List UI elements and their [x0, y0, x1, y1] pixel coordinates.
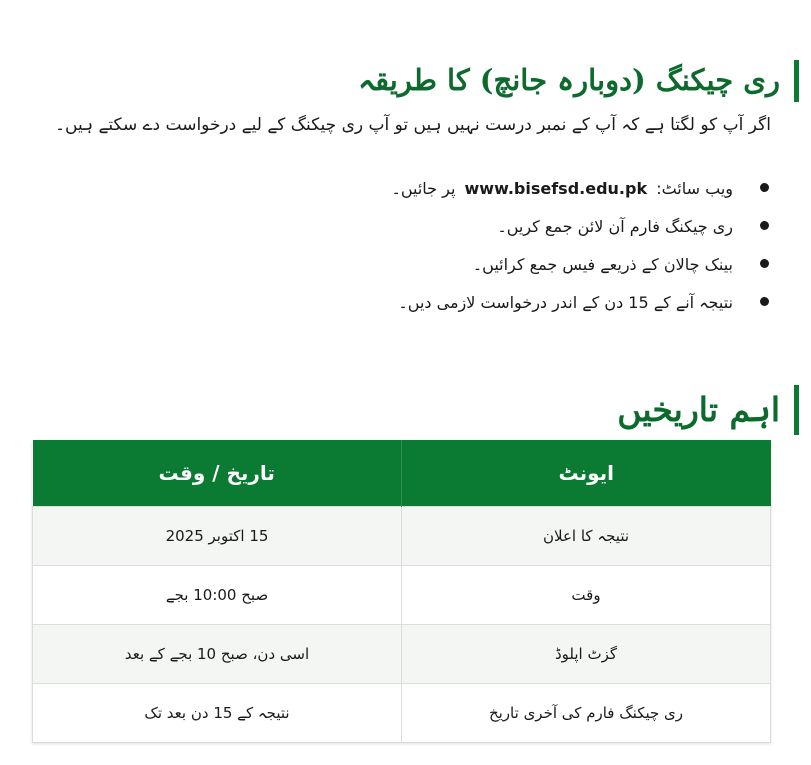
step-pay-fee: بینک چالان کے ذریعے فیس جمع کرائیں۔ — [472, 255, 733, 275]
table-row — [33, 684, 771, 743]
event-cell: وقت — [402, 566, 771, 625]
header-date: تاریخ / وقت — [33, 440, 402, 507]
table-header-row — [33, 440, 771, 507]
date-cell: اسی دن، صبح 10 بجے کے بعد — [33, 625, 402, 684]
step-website-prefix: ویب سائٹ: — [656, 179, 733, 199]
recheck-section-heading: ری چیکنگ (دوبارہ جانچ) کا طریقہ — [358, 60, 799, 102]
event-cell: گزٹ اپلوڈ — [402, 625, 771, 684]
bullet-icon — [760, 221, 769, 230]
list-item — [71, 284, 771, 322]
list-item — [71, 170, 771, 208]
date-cell: صبح 10:00 بجے — [33, 566, 402, 625]
table-row — [33, 566, 771, 625]
bullet-icon — [760, 297, 769, 306]
header-event: ایونٹ — [402, 440, 771, 507]
step-submit-form: ری چیکنگ فارم آن لائن جمع کریں۔ — [497, 217, 733, 237]
date-cell: 15 اکتوبر 2025 — [33, 507, 402, 566]
bullet-icon — [760, 183, 769, 192]
important-dates-heading: اہم تاریخیں — [617, 385, 799, 435]
recheck-intro-paragraph: اگر آپ کو لگتا ہے کہ آپ کے نمبر درست نہیں ہیں تو آپ ری چیکنگ کے لیے درخواست دے سکتے ہیں۔ — [55, 115, 771, 135]
event-cell: نتیجہ کا اعلان — [402, 507, 771, 566]
list-item — [71, 246, 771, 284]
list-item — [71, 208, 771, 246]
recheck-steps-list — [71, 170, 771, 322]
important-dates-table — [32, 440, 771, 743]
table-row — [33, 507, 771, 566]
bullet-icon — [760, 259, 769, 268]
step-website-suffix: پر جائیں۔ — [391, 179, 456, 199]
step-deadline: نتیجہ آنے کے 15 دن کے اندر درخواست لازمی دیں۔ — [398, 293, 733, 313]
table-row — [33, 625, 771, 684]
date-cell: نتیجہ کے 15 دن بعد تک — [33, 684, 402, 743]
event-cell: ری چیکنگ فارم کی آخری تاریخ — [402, 684, 771, 743]
board-website-link[interactable]: www.bisefsd.edu.pk — [464, 179, 648, 199]
